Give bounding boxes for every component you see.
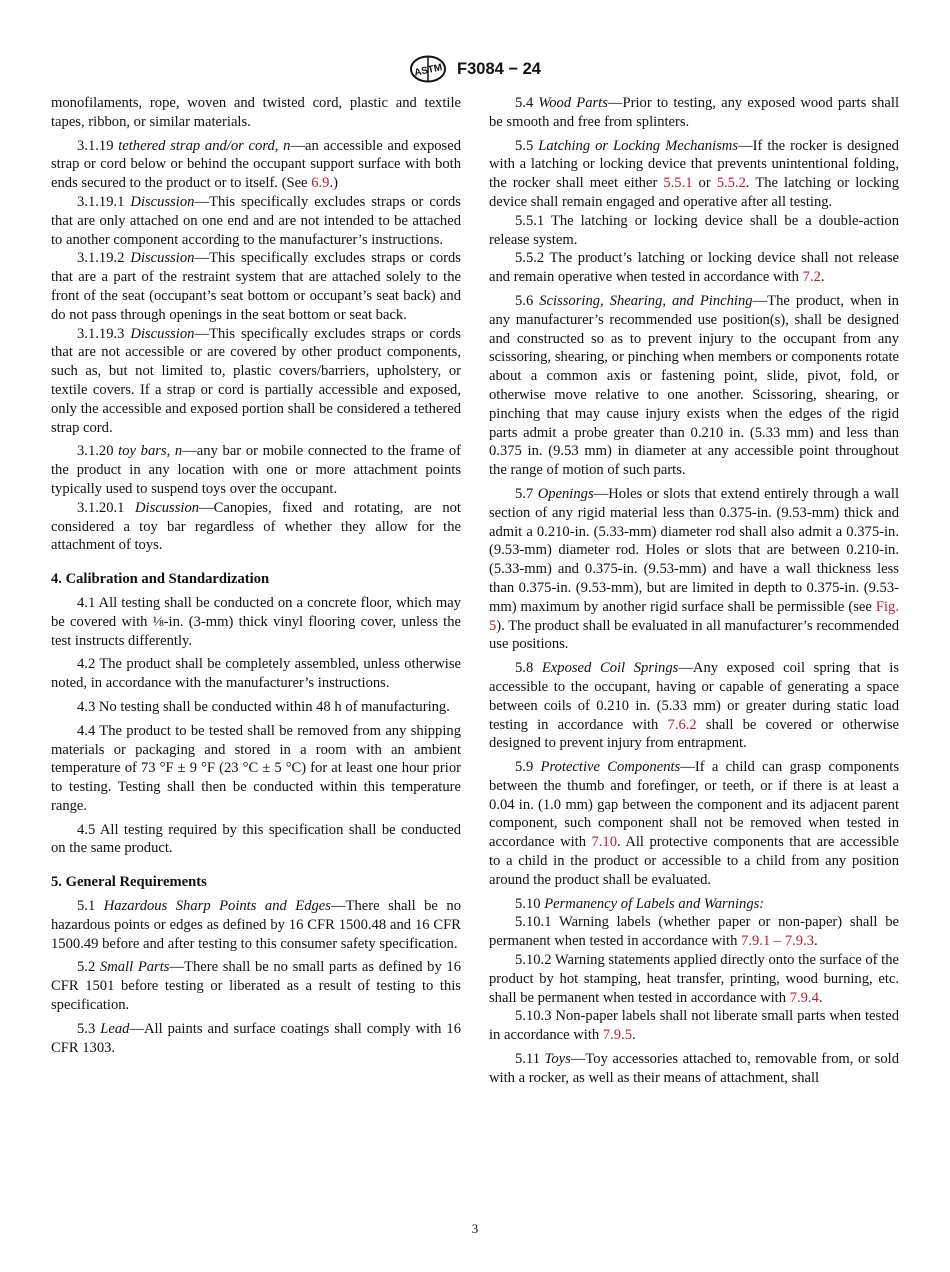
section-heading-4: 4. Calibration and Standardization bbox=[51, 571, 270, 588]
section-5-3: 5.3 Lead—All paints and surface coatings shall comply with 16 CFR 1303. bbox=[51, 1020, 462, 1056]
section-5-10-3: 5.10.3 Non-paper labels shall not liberate small parts when tested in accordance with 7.9.5. bbox=[489, 1008, 899, 1044]
section-5-5-2: 5.5.2 The product’s latching or locking device shall not release and remain operative when tested in accordance with 7.2. bbox=[489, 250, 899, 286]
right-column bbox=[489, 94, 899, 1088]
section-3-1-20: 3.1.20 toy bars, n—any bar or mobile connected to the frame of the product in any location with one or more attachment points typically used to suspend toys over the occupant. bbox=[51, 443, 461, 497]
section-3-1-19: 3.1.19 tethered strap and/or cord, n—an accessible and exposed strap or cord below or behind the occupant support surface with both ends secured to the product or to itself. (See 6.9.) bbox=[51, 137, 462, 192]
section-5-5: 5.5 Latching or Locking Mechanisms—If the rocker is designed with a latching or locking device that prevents unintentional folding, the rocker shall meet either 5.5.1 or 5.5.2. The latching or locking device shall remain engaged and operative after all testing. bbox=[489, 137, 900, 210]
document-id: F3084 − 24 bbox=[457, 59, 541, 78]
ref-link[interactable]: 7.9.4 bbox=[789, 989, 819, 1006]
section-5-8: 5.8 Exposed Coil Springs—Any exposed coil spring that is accessible to the occupant, having or capable of generating a space between coils of 0.210 in. (5.33 mm) or greater during static load testing in accordance with 7.6.2 shall be covered or otherwise designed to prevent injury from entrapment. bbox=[489, 660, 900, 752]
ref-link[interactable]: 5.5.2 bbox=[716, 175, 746, 192]
ref-link[interactable]: 5.5.1 bbox=[663, 175, 693, 192]
ref-link[interactable]: 6.9 bbox=[311, 175, 330, 192]
left-column bbox=[51, 94, 461, 1057]
section-5-2: 5.2 Small Parts—There shall be no small parts as defined by 16 CFR 1501 before testing or liberated as a result of testing to this specification. bbox=[51, 959, 462, 1014]
ref-link[interactable]: 7.10 bbox=[591, 834, 618, 851]
section-5-5-1: 5.5.1 The latching or locking device shall be a double-action release system. bbox=[489, 212, 899, 248]
section-5-11: 5.11 Toys—Toy accessories attached to, removable from, or sold with a rocker, as well as their means of attachment, shall bbox=[489, 1051, 899, 1086]
section-5-9: 5.9 Protective Components—If a child can grasp components between the thumb and forefinger, or teeth, or if there is at least a 0.04 in. (1.0 mm) gap between the component and its adjacent parent component, such component shall not be removed when tested in accordance with 7.10. All protective components that are accessible to a child in the product or accessible to a child from any position around the product shall be evaluated. bbox=[489, 759, 900, 888]
section-5-10: 5.10 Permanency of Labels and Warnings: bbox=[515, 895, 765, 912]
section-3-1-20-1: 3.1.20.1 Discussion—Canopies, fixed and rotating, are not considered a toy bar regardless of whether they allow for the attachment of toys. bbox=[51, 499, 461, 554]
section-4-2: 4.2 The product shall be completely assembled, unless otherwise noted, in accordance with the manufacturer’s instructions. bbox=[51, 656, 461, 692]
section-5-10-2: 5.10.2 Warning statements applied directly onto the surface of the product by hot stamping, heat transfer, printing, wood burning, etc. shall be permanent when tested in accordance with 7.9.4. bbox=[489, 952, 899, 1006]
section-5-6: 5.6 Scissoring, Shearing, and Pinching—The product, when in any manufacturer’s recommended use position(s), shall be designed and constructed so as to prevent injury to the occupant from any scissoring, shearing, or pinching when members or components rotate about a common axis or fastening point, slide, pivot, fold, or otherwise move relative to one another. Scissoring, shearing, or pinching that may cause injury exists when the edges of the rigid parts admit a probe greater than 0.210 in. (5.33 mm) and less than 0.375 in. (9.53 mm) in diameter at any accessible point throughout the range of motion of such parts. bbox=[489, 292, 899, 479]
ref-link[interactable]: 7.9.1 – 7.9.3 bbox=[741, 933, 815, 950]
section-4-3: 4.3 No testing shall be conducted within 48 h of manufacturing. bbox=[77, 698, 450, 715]
page-number: 3 bbox=[471, 1221, 479, 1236]
section-3-1-19-3: 3.1.19.3 Discussion—This specifically excludes straps or cords that are not accessible or are covered by other product components, such as, but not limited to, plastic covers/barriers, upholstery, or textile covers. If a strap or cord is partially accessible and exposed, only the accessible and exposed portion shall be considered a tethered strap cord. bbox=[51, 325, 461, 436]
section-5-10-1: 5.10.1 Warning labels (whether paper or non-paper) shall be permanent when tested in accordance with 7.9.1 – 7.9.3. bbox=[489, 914, 899, 950]
section-4-1: 4.1 All testing shall be conducted on a concrete floor, which may be covered with ⅛-in. (3-mm) thick vinyl flooring cover, unless the test instructs differently. bbox=[51, 594, 461, 649]
section-4-5: 4.5 All testing required by this specification shall be conducted on the same product. bbox=[51, 821, 461, 857]
ref-link[interactable]: 7.9.5 bbox=[602, 1027, 633, 1044]
ref-link[interactable]: 7.2 bbox=[802, 269, 821, 286]
page-header bbox=[0, 55, 950, 83]
ref-link[interactable]: Fig. 5 bbox=[489, 598, 899, 634]
section-heading-5: 5. General Requirements bbox=[51, 874, 207, 891]
ref-link[interactable]: 7.6.2 bbox=[667, 716, 697, 733]
svg-text:ASTM: ASTM bbox=[413, 62, 444, 79]
section-3-1-19-2: 3.1.19.2 Discussion—This specifically excludes straps or cords that are a part of the restraint system that are attached solely to the front of the seat (occupant’s seat bottom or occupant’s seat back) and do not pass through openings in the seat bottom or seat back. bbox=[51, 250, 461, 323]
section-5-7: 5.7 Openings—Holes or slots that extend entirely through a wall section of any rigid material less than 0.375-in. (9.53-mm) thick and admit a 0.210-in. (5.33-mm) diameter rod shall also admit a 0.375-in. (9.53-mm) diameter rod. Holes or slots that are between 0.210-in. (5.33-mm) and 0.375-in. (9.53-mm) and have a wall thickness less than 0.375-in. (9.53-mm), but are limited in depth to 0.375-in. (9.53-mm) maximum by another rigid surface shall be permissible (see Fig. 5). The product shall be evaluated in all manufacturer’s recommended use positions. bbox=[489, 485, 899, 653]
section-3-1-19-1: 3.1.19.1 Discussion—This specifically excludes straps or cords that are only attached on one end and are not intended to be attached to another component according to the manufacturer’s instructions. bbox=[51, 193, 461, 248]
paragraph-continued: monofilaments, rope, woven and twisted cord, plastic and textile tapes, ribbon, or similar materials. bbox=[51, 95, 461, 130]
section-5-1: 5.1 Hazardous Sharp Points and Edges—There shall be no hazardous points or edges as defined by 16 CFR 1500.48 and 16 CFR 1500.49 before and after testing to this consumer safety specification. bbox=[51, 898, 461, 952]
section-5-4: 5.4 Wood Parts—Prior to testing, any exposed wood parts shall be smooth and free from splinters. bbox=[489, 95, 899, 130]
section-4-4: 4.4 The product to be tested shall be removed from any shipping materials or packaging and stored in a room with an ambient temperature of 73 °F ± 9 °F (23 °C ± 5 °C) for at least one hour prior to testing. Testing shall then be conducted within this temperature range. bbox=[51, 722, 461, 814]
astm-logo-icon bbox=[409, 55, 447, 83]
